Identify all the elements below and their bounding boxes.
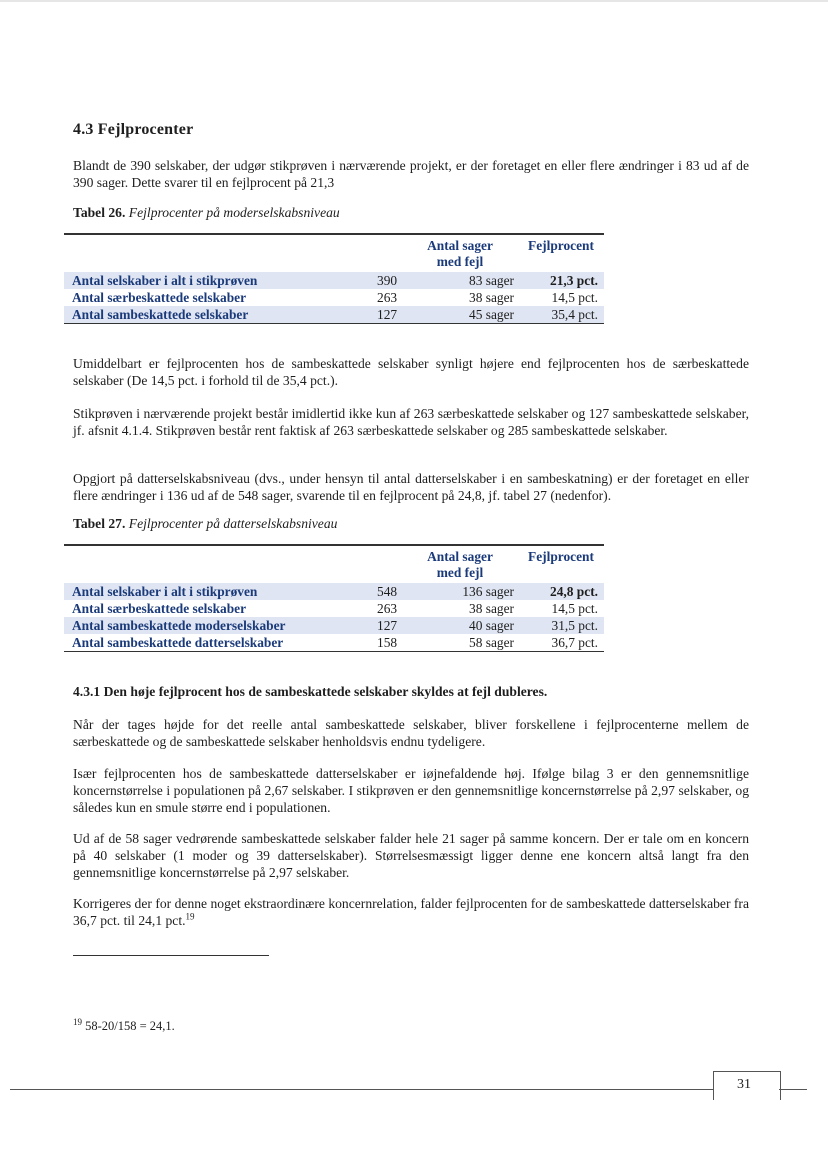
table26-row-label: Antal sambeskattede selskaber <box>72 307 249 322</box>
footer-rule-left <box>10 1089 713 1090</box>
footnote-text: 58-20/158 = 24,1. <box>85 1019 175 1034</box>
table26-label: Tabel 26. <box>73 205 126 220</box>
table26-row-pct: 14,5 pct. <box>551 290 598 305</box>
paragraph-7 <box>73 895 749 929</box>
table27-caption <box>73 516 337 532</box>
table26-header-sager: Antal sager med fejl <box>427 238 493 269</box>
table27-row-pct: 36,7 pct. <box>551 635 598 650</box>
footnote-reference[interactable]: 19 <box>185 911 195 922</box>
table27-row-label: Antal sambeskattede datterselskaber <box>72 635 284 650</box>
table27-row-count: 263 <box>377 601 398 616</box>
table27-row-sager: 38 sager <box>469 601 514 616</box>
table26-row-sager: 45 sager <box>469 307 514 322</box>
table27-row-pct: 24,8 pct. <box>550 584 598 599</box>
table26-row-pct: 21,3 pct. <box>550 273 598 288</box>
table26-title: Fejlprocenter på moderselskabsniveau <box>128 205 340 220</box>
page-number: 31 <box>737 1077 751 1092</box>
table27-row-sager: 136 sager <box>462 584 514 599</box>
table26-row-count: 127 <box>377 307 398 322</box>
table27-row <box>64 634 604 652</box>
paragraph-1: Umiddelbart er fejlprocenten hos de sambeskattede selskaber synligt højere end fejlprocenten hos de særbeskattede selskaber (De 14,5 pct. i forhold til de 35,4 pct.). <box>73 356 749 388</box>
table27-row-count: 158 <box>377 635 398 650</box>
table26-row-pct: 35,4 pct. <box>551 307 598 322</box>
table27-header-sager: Antal sager med fejl <box>427 549 493 580</box>
table26-row <box>64 306 604 324</box>
table26-row-label: Antal selskaber i alt i stikprøven <box>72 273 258 288</box>
table27-title: Fejlprocenter på datterselskabsniveau <box>128 516 338 531</box>
top-edge-line <box>0 0 828 2</box>
footer-rule-right <box>779 1089 807 1090</box>
table26-row-sager: 38 sager <box>469 290 514 305</box>
table26-row-count: 390 <box>377 273 398 288</box>
section-heading: 4.3 Fejlprocenter <box>73 121 194 138</box>
table27-row-label: Antal sambeskattede moderselskaber <box>72 618 286 633</box>
table26-caption <box>73 205 340 221</box>
table27-row-label: Antal særbeskattede selskaber <box>72 601 247 616</box>
table26-row <box>64 289 604 306</box>
table26-row-sager: 83 sager <box>469 273 514 288</box>
footnote <box>73 1017 175 1034</box>
subsection-heading: 4.3.1 Den høje fejlprocent hos de sambeskattede selskaber skyldes at fejl dubleres. <box>73 684 548 699</box>
paragraph-5: Især fejlprocenten hos de sambeskattede datterselskaber er iøjnefaldende høj. Ifølge bilag 3 er den gennemsnitlige koncernstørrelse i populationen på 2,67 selskaber. I stikprøven er den gennemsnitlige koncernstørrelse på 2,97 selskaber, og således kun en smule større end i populationen. <box>73 766 749 815</box>
table27-row-label: Antal selskaber i alt i stikprøven <box>72 584 258 599</box>
table27-row-sager: 40 sager <box>469 618 514 633</box>
table27-row-count: 127 <box>377 618 398 633</box>
table27-row <box>64 617 604 634</box>
table26-row-label: Antal særbeskattede selskaber <box>72 290 247 305</box>
paragraph-7-text: Korrigeres der for denne noget ekstraordinære koncernrelation, falder fejlprocenten for de sambeskattede datterselskaber fra 36,7 pct. til 24,1 pct. <box>73 896 749 928</box>
table27-header-pct: Fejlprocent <box>528 549 594 564</box>
table27-label: Tabel 27. <box>73 516 126 531</box>
footnote-number: 19 <box>73 1017 82 1027</box>
table26-header-pct: Fejlprocent <box>528 238 594 253</box>
footnote-separator <box>73 955 269 956</box>
intro-paragraph: Blandt de 390 selskaber, der udgør stikprøven i nærværende projekt, er der foretaget en eller flere ændringer i 83 ud af de 390 sager. Dette svarer til en fejlprocent på 21,3 <box>73 158 749 190</box>
table26-row <box>64 272 604 289</box>
table27-row-count: 548 <box>377 584 398 599</box>
table27-row <box>64 583 604 600</box>
paragraph-2: Stikprøven i nærværende projekt består imidlertid ikke kun af 263 særbeskattede selskaber og 127 sambeskattede selskaber, jf. afsnit 4.1.4. Stikprøven består rent faktisk af 263 særbeskattede selskaber og 285 sambeskattede selskaber. <box>73 406 749 438</box>
table26-top-rule <box>64 233 604 235</box>
paragraph-3: Opgjort på datterselskabsniveau (dvs., under hensyn til antal datterselskaber i en sambeskatning) er der foretaget en eller flere ændringer i 136 ud af de 548 sager, svarende til en fejlprocent på 24,8, jf. tabel 27 (nedenfor). <box>73 471 749 503</box>
paragraph-6: Ud af de 58 sager vedrørende sambeskattede selskaber falder hele 21 sager på samme koncern. Der er tale om en koncern på 40 selskaber (1 moder og 39 datterselskaber). Størrelsesmæssigt ligger denne ene koncern altså langt fra den gennemsnitlige koncernstørrelse på 2,97 selskaber. <box>73 831 749 880</box>
table27-row-pct: 14,5 pct. <box>551 601 598 616</box>
table27-row-pct: 31,5 pct. <box>551 618 598 633</box>
table26-row-count: 263 <box>377 290 398 305</box>
paragraph-4: Når der tages højde for det reelle antal sambeskattede selskaber, bliver forskellene i fejlprocenterne mellem de særbeskattede og de sambeskattede selskaber henholdsvis endnu tydeligere. <box>73 717 749 749</box>
table27-row-sager: 58 sager <box>469 635 514 650</box>
table27-row <box>64 600 604 617</box>
table27-top-rule <box>64 544 604 546</box>
